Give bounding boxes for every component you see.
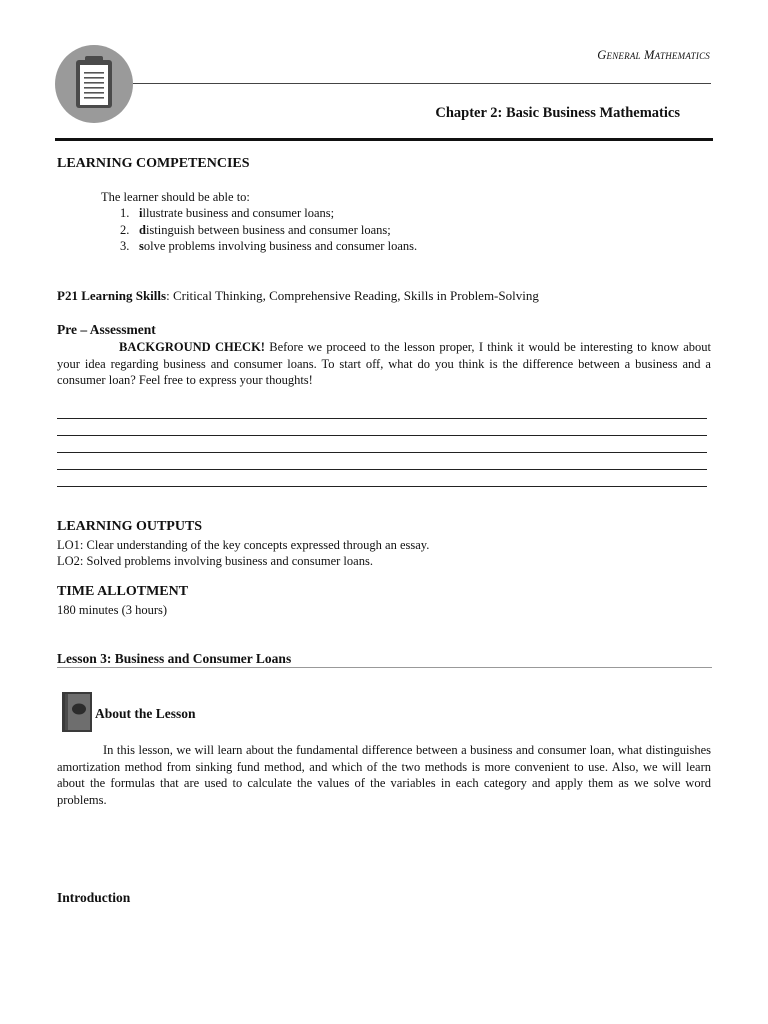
list-item: 3. solve problems involving business and consumer loans. bbox=[120, 239, 418, 253]
competencies-heading: LEARNING COMPETENCIES bbox=[57, 156, 250, 171]
introduction-heading: Introduction bbox=[57, 890, 131, 905]
header-divider bbox=[133, 83, 711, 84]
answer-line[interactable] bbox=[57, 435, 707, 436]
competencies-intro: The learner should be able to: bbox=[101, 190, 250, 204]
skills-text: : Critical Thinking, Comprehensive Reading, Skills in Problem-Solving bbox=[166, 288, 539, 303]
time-heading: TIME ALLOTMENT bbox=[57, 584, 189, 599]
answer-line[interactable] bbox=[57, 452, 707, 453]
outputs-heading: LEARNING OUTPUTS bbox=[57, 519, 203, 534]
about-lesson-paragraph: In this lesson, we will learn about the fundamental difference between a business and consumer loan, what distinguishes amortization method from sinking fund method, and which of the two methods is more convenient to use. Also, we will learn about the formulas that are used to calculate the values of the variables in each category and apply them as we solve word problems. bbox=[57, 743, 711, 807]
answer-line[interactable] bbox=[57, 469, 707, 470]
about-lesson-heading: About the Lesson bbox=[95, 706, 196, 721]
list-item: 2. distinguish between business and consumer loans; bbox=[120, 222, 391, 237]
answer-line[interactable] bbox=[57, 486, 707, 487]
background-check-label: BACKGROUND CHECK! bbox=[119, 340, 265, 354]
competencies-list bbox=[120, 205, 417, 255]
skills-label: P21 Learning Skills bbox=[57, 288, 167, 303]
chapter-title: Chapter 2: Basic Business Mathematics bbox=[435, 105, 680, 121]
course-title: General Mathematics bbox=[597, 48, 710, 62]
lo1-text: LO1: Clear understanding of the key concepts expressed through an essay. bbox=[57, 538, 430, 552]
time-value: 180 minutes (3 hours) bbox=[57, 603, 168, 617]
book-icon bbox=[62, 692, 92, 732]
answer-line[interactable] bbox=[57, 418, 707, 419]
clipboard-icon bbox=[54, 44, 134, 124]
header-rule bbox=[55, 138, 713, 141]
list-item: 1. illustrate business and consumer loans; bbox=[120, 206, 335, 220]
lesson-title: Lesson 3: Business and Consumer Loans bbox=[57, 651, 292, 666]
skills-line bbox=[57, 288, 539, 304]
pre-assessment-paragraph bbox=[57, 339, 711, 389]
pre-assessment-heading: Pre – Assessment bbox=[57, 322, 156, 337]
lesson-divider bbox=[57, 667, 712, 668]
lo2-text: LO2: Solved problems involving business and consumer loans. bbox=[57, 554, 373, 568]
pre-assessment-text: Before we proceed to the lesson proper, I think it would be interesting to know about your idea regarding business and consumer loans. To start off, what do you think is the difference between a business and a consumer loan? Feel free to express your thoughts! bbox=[57, 340, 711, 387]
